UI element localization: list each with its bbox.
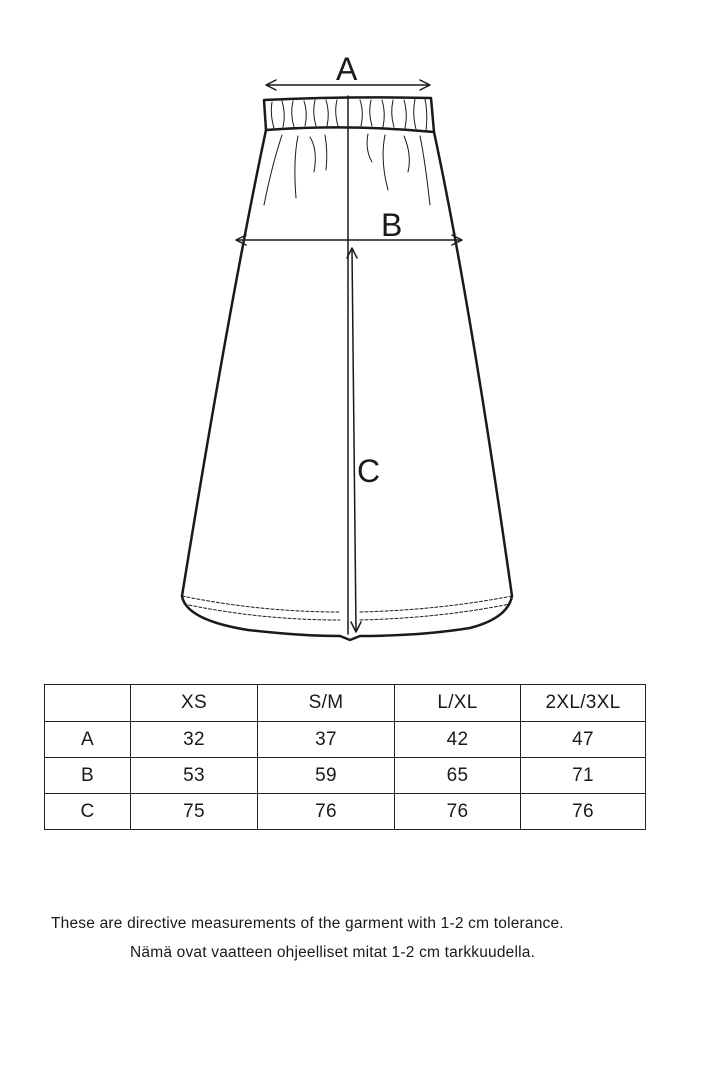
header-cell-lxl: L/XL — [395, 685, 521, 722]
row-label: B — [45, 758, 131, 794]
table-row-c — [45, 794, 646, 830]
row-label: A — [45, 722, 131, 758]
header-cell — [45, 685, 131, 722]
table-cell: 76 — [258, 794, 395, 830]
table-cell: 76 — [521, 794, 646, 830]
label-b: B — [381, 207, 403, 243]
header-cell-xs: XS — [131, 685, 258, 722]
tolerance-note-finnish: Nämä ovat vaatteen ohjeelliset mitat 1-2 cm tarkkuudella. — [130, 944, 536, 961]
table-row-b — [45, 758, 646, 794]
row-label: C — [45, 794, 131, 830]
table-row-a — [45, 722, 646, 758]
table-cell: 75 — [131, 794, 258, 830]
table-header-row — [45, 685, 646, 722]
dimension-c-arrow — [347, 248, 361, 632]
waistband-outline — [264, 97, 434, 132]
table-cell: 53 — [131, 758, 258, 794]
pants-outline — [182, 130, 512, 640]
table-cell: 76 — [395, 794, 521, 830]
dimension-b-arrow — [236, 235, 462, 245]
header-cell-2xl3xl: 2XL/3XL — [521, 685, 646, 722]
header-cell-sm: S/M — [258, 685, 395, 722]
hem-stitch — [182, 596, 512, 612]
label-c: C — [357, 453, 381, 489]
table-cell: 65 — [395, 758, 521, 794]
table-cell: 59 — [258, 758, 395, 794]
table-cell: 42 — [395, 722, 521, 758]
label-a: A — [336, 51, 358, 87]
size-chart-table — [44, 684, 646, 830]
tolerance-note-english: These are directive measurements of the garment with 1-2 cm tolerance. — [51, 915, 564, 932]
fold-lines — [264, 134, 430, 205]
waistband-gathers — [271, 99, 426, 130]
table-cell: 37 — [258, 722, 395, 758]
table-cell: 32 — [131, 722, 258, 758]
table-cell: 71 — [521, 758, 646, 794]
table-cell: 47 — [521, 722, 646, 758]
